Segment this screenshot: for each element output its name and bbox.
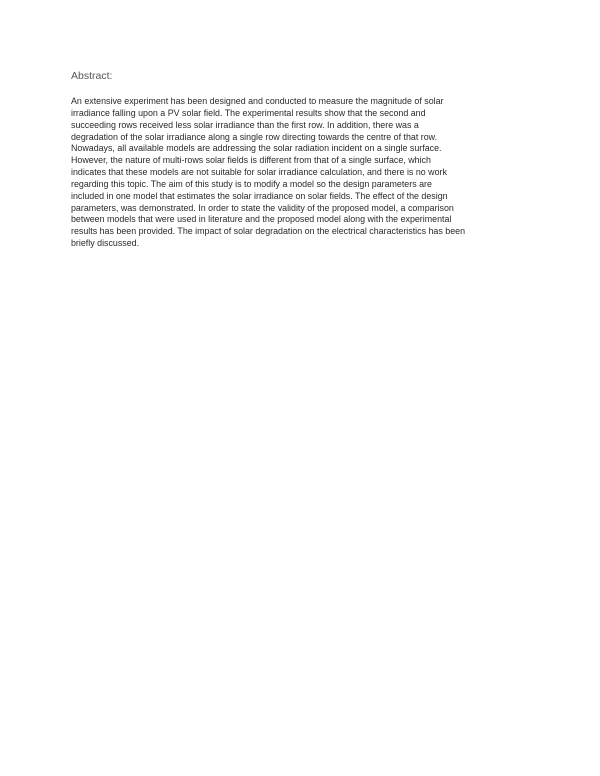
abstract-line: between models that were used in literature and the proposed model along with the experimental bbox=[71, 214, 452, 225]
abstract-line: An extensive experiment has been designed and conducted to measure the magnitude of solar bbox=[71, 96, 444, 106]
abstract-line: succeeding rows received less solar irradiance than the first row. In addition, there was a bbox=[71, 119, 419, 130]
abstract-line: included in one model that estimates the solar irradiance on solar fields. The effect of the design bbox=[71, 190, 448, 201]
abstract-line: However, the nature of multi-rows solar fields is different from that of a single surface, which bbox=[71, 155, 431, 166]
abstract-line: results has been provided. The impact of solar degradation on the electrical characteristics has been bbox=[71, 226, 466, 237]
abstract-line: briefly discussed. bbox=[71, 238, 140, 249]
abstract-line: parameters, was demonstrated. In order to state the validity of the proposed model, a comparison bbox=[71, 202, 454, 213]
abstract-line: indicates that these models are not suitable for solar irradiance calculation, and there is no work bbox=[71, 167, 447, 178]
abstract-line: regarding this topic. The aim of this study is to modify a model so the design parameters are bbox=[71, 178, 432, 189]
abstract-body bbox=[71, 96, 541, 250]
abstract-line: irradiance falling upon a PV solar field. The experimental results show that the second and bbox=[71, 107, 426, 118]
abstract-line: degradation of the solar irradiance along a single row directing towards the centre of that row. bbox=[71, 131, 438, 142]
abstract-heading: Abstract: bbox=[71, 70, 113, 82]
abstract-line: Nowadays, all available models are addressing the solar radiation incident on a single surface. bbox=[71, 143, 442, 154]
